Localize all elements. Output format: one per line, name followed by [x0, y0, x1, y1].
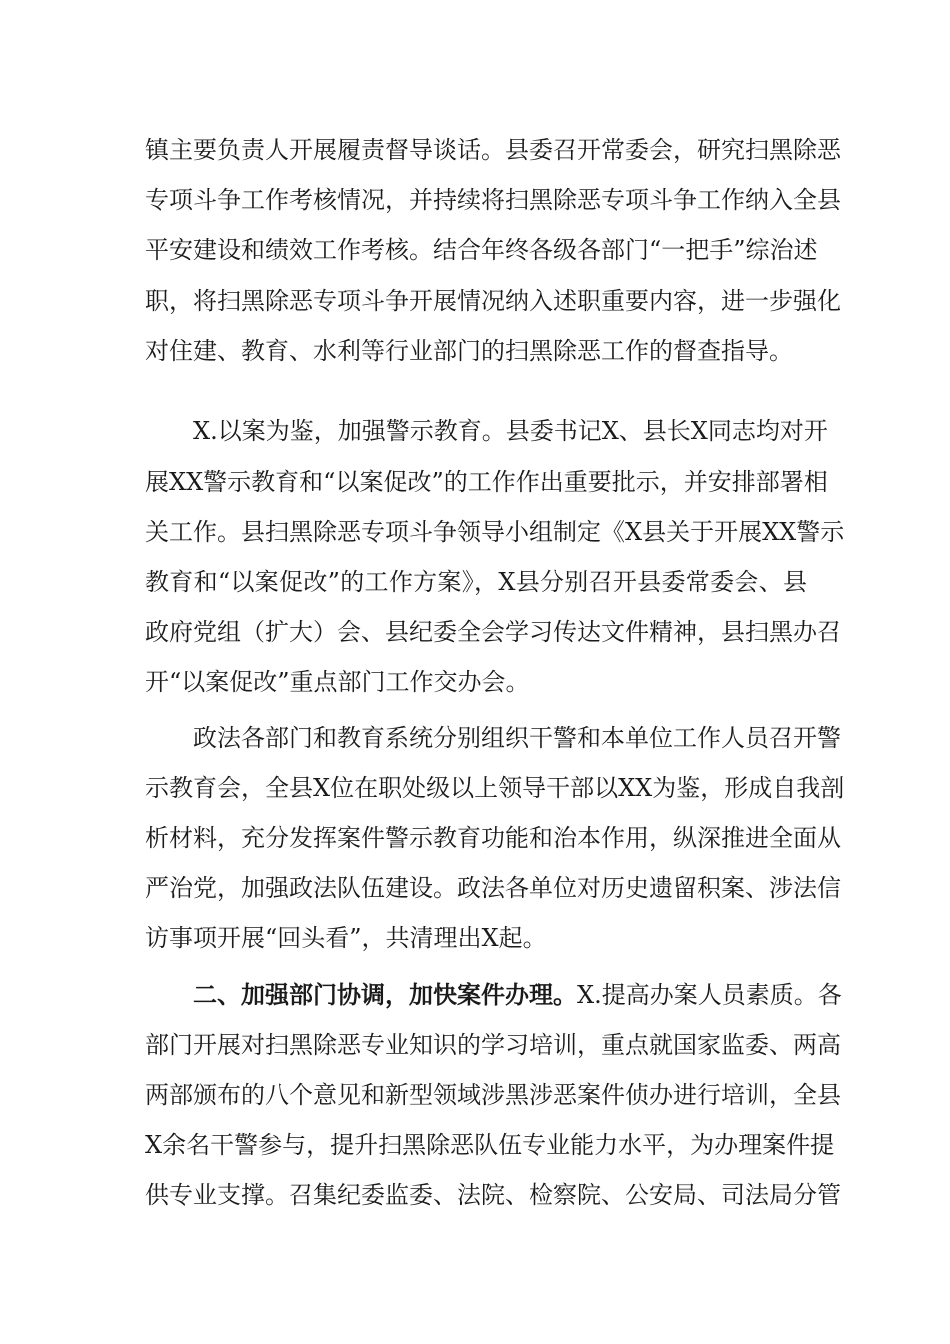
text-line: 专项斗争工作考核情况，并持续将扫黑除恶专项斗争工作纳入全县 — [145, 186, 841, 214]
section-heading: 二、加强部门协调，加快案件办理。 — [193, 980, 577, 1009]
text-line: 展XX警示教育和“以案促改”的工作作出重要批示，并安排部署相 — [145, 468, 828, 496]
paragraph-first-line: X.以案为鉴，加强警示教育。县委书记X、县长X同志均对开 — [193, 417, 828, 445]
paragraph-first-line: 政法各部门和教育系统分别组织干警和本单位工作人员召开警 — [193, 724, 841, 752]
text-line: 政府党组（扩大）会、县纪委全会学习传达文件精神，县扫黑办召 — [145, 618, 841, 646]
text-line: 两部颁布的八个意见和新型领域涉黑涉恶案件侦办进行培训，全县 — [145, 1081, 841, 1109]
text-line: 严治党，加强政法队伍建设。政法各单位对历史遗留积案、涉法信 — [145, 874, 841, 902]
text-line: 职，将扫黑除恶专项斗争开展情况纳入述职重要内容，进一步强化 — [145, 287, 841, 315]
text-line: 平安建设和绩效工作考核。结合年终各级各部门“一把手”综治述 — [145, 236, 818, 264]
text-line: 部门开展对扫黑除恶专业知识的学习培训，重点就国家监委、两高 — [145, 1031, 841, 1059]
text-line: 访事项开展“回头看”，共清理出X起。 — [145, 924, 547, 952]
text-line: 供专业支撑。召集纪委监委、法院、检察院、公安局、司法局分管 — [145, 1181, 841, 1209]
text-line: 示教育会，全县X位在职处级以上领导干部以XX为鉴，形成自我剖 — [145, 774, 845, 802]
text-line: 开“以案促改”重点部门工作交办会。 — [145, 668, 530, 696]
text-line: 关工作。县扫黑除恶专项斗争领导小组制定《X县关于开展XX警示 — [145, 518, 845, 546]
text-line: X余名干警参与，提升扫黑除恶队伍专业能力水平，为办理案件提 — [145, 1131, 835, 1159]
paragraph-first-line — [193, 975, 842, 1015]
text-span: X.提高办案人员素质。各 — [577, 981, 842, 1009]
text-line: 析材料，充分发挥案件警示教育功能和治本作用，纵深推进全面从 — [145, 824, 841, 852]
text-line: 镇主要负责人开展履责督导谈话。县委召开常委会，研究扫黑除恶 — [145, 136, 841, 164]
text-line: 对住建、教育、水利等行业部门的扫黑除恶工作的督查指导。 — [145, 337, 793, 365]
text-line: 教育和“以案促改”的工作方案》，X县分别召开县委常委会、县 — [145, 568, 807, 596]
